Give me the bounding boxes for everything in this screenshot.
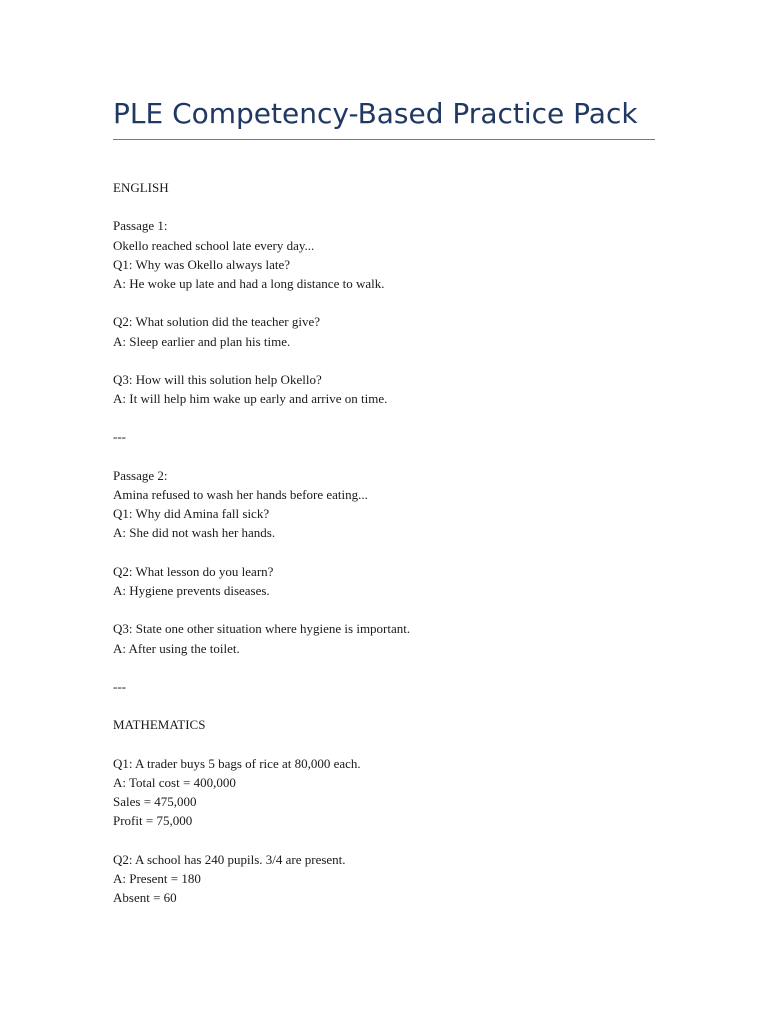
text-line: A: She did not wash her hands.: [113, 525, 276, 541]
blank-line: [113, 197, 673, 216]
text-line: A: Total cost = 400,000: [113, 774, 236, 790]
text-line: ENGLISH: [113, 180, 169, 195]
text-line: Q2: What lesson do you learn?: [113, 563, 274, 579]
document-title: PLE Competency-Based Practice Pack: [113, 97, 638, 130]
text-line: Absent = 60: [113, 889, 177, 905]
text-line: Q1: Why was Okello always late?: [113, 256, 291, 272]
text-line: Q1: A trader buys 5 bags of rice at 80,000 each.: [113, 755, 361, 771]
document-body: [113, 178, 673, 907]
blank-line: [113, 293, 673, 312]
blank-line: [113, 447, 673, 466]
text-line: Sales = 475,000: [113, 794, 197, 809]
text-line: A: Sleep earlier and plan his time.: [113, 333, 291, 349]
text-line: A: He woke up late and had a long distance to walk.: [113, 275, 385, 291]
blank-line: [113, 600, 673, 619]
section-divider: ---: [113, 678, 126, 694]
text-line: Q1: Why did Amina fall sick?: [113, 506, 270, 522]
text-line: Q3: How will this solution help Okello?: [113, 371, 322, 387]
blank-line: [113, 543, 673, 562]
text-line: Q2: What solution did the teacher give?: [113, 314, 320, 330]
text-line: A: It will help him wake up early and arrive on time.: [113, 391, 388, 407]
text-line: Passage 1:: [113, 218, 168, 234]
text-line: Profit = 75,000: [113, 813, 193, 829]
title-underline: [113, 139, 655, 140]
blank-line: [113, 408, 673, 427]
blank-line: [113, 696, 673, 715]
text-line: MATHEMATICS: [113, 717, 206, 733]
text-line: Amina refused to wash her hands before eating...: [113, 487, 368, 502]
blank-line: [113, 658, 673, 677]
blank-line: [113, 734, 673, 753]
text-line: A: Present = 180: [113, 870, 201, 886]
blank-line: [113, 830, 673, 849]
text-line: Q3: State one other situation where hygiene is important.: [113, 621, 411, 637]
text-line: Okello reached school late every day...: [113, 237, 315, 253]
text-line: Q2: A school has 240 pupils. 3/4 are present.: [113, 851, 346, 867]
text-line: A: After using the toilet.: [113, 640, 240, 656]
section-divider: ---: [113, 429, 126, 445]
blank-line: [113, 351, 673, 370]
text-line: Passage 2:: [113, 467, 168, 483]
text-line: A: Hygiene prevents diseases.: [113, 582, 270, 598]
